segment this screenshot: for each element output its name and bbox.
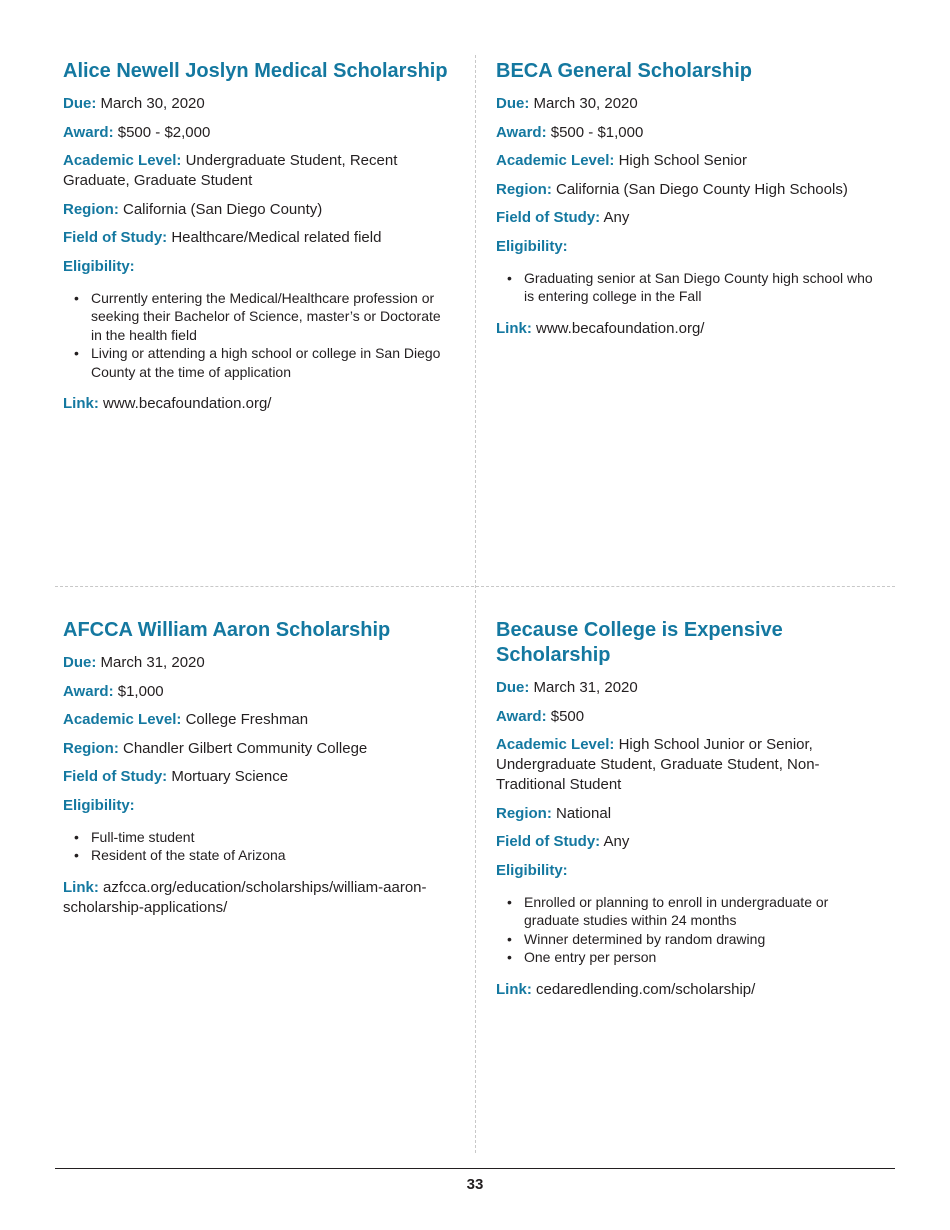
award-value: $500 - $1,000: [550, 123, 644, 141]
scholarship-card-beca-general: [496, 59, 881, 347]
field-of-study-row: [496, 832, 881, 852]
award-label: Award:: [496, 707, 547, 725]
award-value: $1,000: [117, 682, 164, 700]
due-row: [496, 94, 881, 114]
link-label: Link:: [496, 980, 532, 998]
link-label: Link:: [496, 319, 532, 337]
academic-level-label: Academic Level:: [63, 711, 182, 728]
award-label: Award:: [63, 123, 114, 141]
academic-level-value: College Freshman: [185, 711, 309, 728]
eligibility-item: • Graduating senior at San Diego County high school who is entering college in the Fall: [524, 269, 881, 306]
region-value: California (San Diego County): [123, 200, 323, 218]
due-value: March 30, 2020: [533, 95, 638, 112]
field-of-study-value: Healthcare/Medical related field: [171, 229, 382, 246]
region-value: Chandler Gilbert Community College: [123, 739, 368, 757]
field-of-study-row: [496, 208, 881, 228]
eligibility-item: • Winner determined by random drawing: [524, 930, 881, 949]
academic-level-row: [496, 735, 881, 795]
vertical-divider: [475, 55, 476, 1153]
eligibility-heading: Eligibility:: [63, 796, 135, 814]
academic-level-value: Undergraduate Student, Recent Graduate, Graduate Student: [63, 152, 398, 189]
link-row: [496, 980, 881, 1000]
scholarship-link[interactable]: azfcca.org/education/scholarships/william-aaron-scholarship-applications/: [63, 878, 427, 916]
eligibility-heading: Eligibility:: [496, 237, 568, 255]
award-label: Award:: [63, 682, 114, 700]
eligibility-list: [63, 289, 448, 382]
scholarship-title: Because College is Expensive Scholarship: [496, 619, 783, 666]
region-row: [496, 180, 881, 200]
award-row: [496, 707, 881, 727]
field-of-study-label: Field of Study:: [63, 768, 168, 785]
award-row: [496, 123, 881, 143]
eligibility-item: • Living or attending a high school or college in San Diego County at the time of application: [91, 344, 448, 381]
region-row: [63, 739, 448, 759]
eligibility-item: • Currently entering the Medical/Healthcare profession or seeking their Bachelor of Science, master’s or Doctorate in the health field: [91, 289, 448, 345]
scholarship-link[interactable]: cedaredlending.com/scholarship/: [536, 980, 756, 998]
field-of-study-value: Any: [603, 833, 630, 850]
due-label: Due:: [63, 95, 97, 112]
eligibility-item: • Resident of the state of Arizona: [91, 846, 448, 865]
scholarship-link[interactable]: www.becafoundation.org/: [536, 319, 705, 337]
eligibility-item: • One entry per person: [524, 948, 881, 967]
region-value: California (San Diego County High Schools): [556, 180, 848, 198]
academic-level-value: High School Junior or Senior, Undergraduate Student, Graduate Student, Non-Traditional Student: [496, 736, 820, 793]
page-number: 33: [466, 1176, 484, 1193]
link-row: [63, 878, 448, 918]
due-value: March 31, 2020: [533, 679, 638, 696]
academic-level-row: [63, 151, 448, 191]
link-row: [496, 319, 881, 339]
due-row: [496, 678, 881, 698]
award-row: [63, 123, 448, 143]
eligibility-heading: Eligibility:: [496, 861, 568, 879]
eligibility-list: [496, 269, 881, 306]
region-label: Region:: [63, 739, 119, 757]
eligibility-heading: Eligibility:: [63, 257, 135, 275]
link-label: Link:: [63, 395, 99, 412]
due-label: Due:: [63, 654, 97, 671]
award-label: Award:: [496, 123, 547, 141]
region-value: National: [556, 804, 612, 822]
academic-level-label: Academic Level:: [496, 736, 615, 753]
region-label: Region:: [496, 804, 552, 822]
field-of-study-value: Mortuary Science: [171, 768, 289, 785]
due-row: [63, 653, 448, 673]
region-row: [63, 200, 448, 220]
field-of-study-row: [63, 228, 448, 248]
due-value: March 30, 2020: [100, 95, 205, 112]
scholarship-title: Alice Newell Joslyn Medical Scholarship: [63, 60, 448, 82]
eligibility-list: [63, 828, 448, 865]
field-of-study-label: Field of Study:: [496, 209, 601, 226]
award-value: $500: [550, 707, 585, 725]
field-of-study-value: Any: [603, 209, 630, 226]
region-row: [496, 804, 881, 824]
academic-level-label: Academic Level:: [63, 152, 182, 169]
award-row: [63, 682, 448, 702]
field-of-study-label: Field of Study:: [496, 833, 601, 850]
eligibility-item: • Full-time student: [91, 828, 448, 847]
academic-level-row: [496, 151, 881, 171]
due-row: [63, 94, 448, 114]
due-label: Due:: [496, 95, 530, 112]
eligibility-list: [496, 893, 881, 967]
region-label: Region:: [496, 180, 552, 198]
horizontal-divider: [55, 586, 895, 587]
award-value: $500 - $2,000: [117, 123, 211, 141]
field-of-study-row: [63, 767, 448, 787]
scholarship-card-afcca-william-aaron: [63, 618, 448, 926]
due-value: March 31, 2020: [100, 654, 205, 671]
link-label: Link:: [63, 878, 99, 896]
eligibility-item: • Enrolled or planning to enroll in undergraduate or graduate studies within 24 months: [524, 893, 881, 930]
academic-level-row: [63, 710, 448, 730]
field-of-study-label: Field of Study:: [63, 229, 168, 246]
scholarship-card-alice-newell-joslyn: [63, 59, 448, 423]
region-label: Region:: [63, 200, 119, 218]
scholarship-title: AFCCA William Aaron Scholarship: [63, 619, 391, 641]
academic-level-value: High School Senior: [618, 152, 747, 169]
academic-level-label: Academic Level:: [496, 152, 615, 169]
link-row: [63, 394, 448, 414]
scholarship-link[interactable]: www.becafoundation.org/: [103, 395, 272, 412]
scholarship-title: BECA General Scholarship: [496, 60, 752, 82]
due-label: Due:: [496, 679, 530, 696]
footer-rule: [55, 1168, 895, 1169]
scholarship-card-because-college-is-expensive: [496, 618, 881, 1008]
